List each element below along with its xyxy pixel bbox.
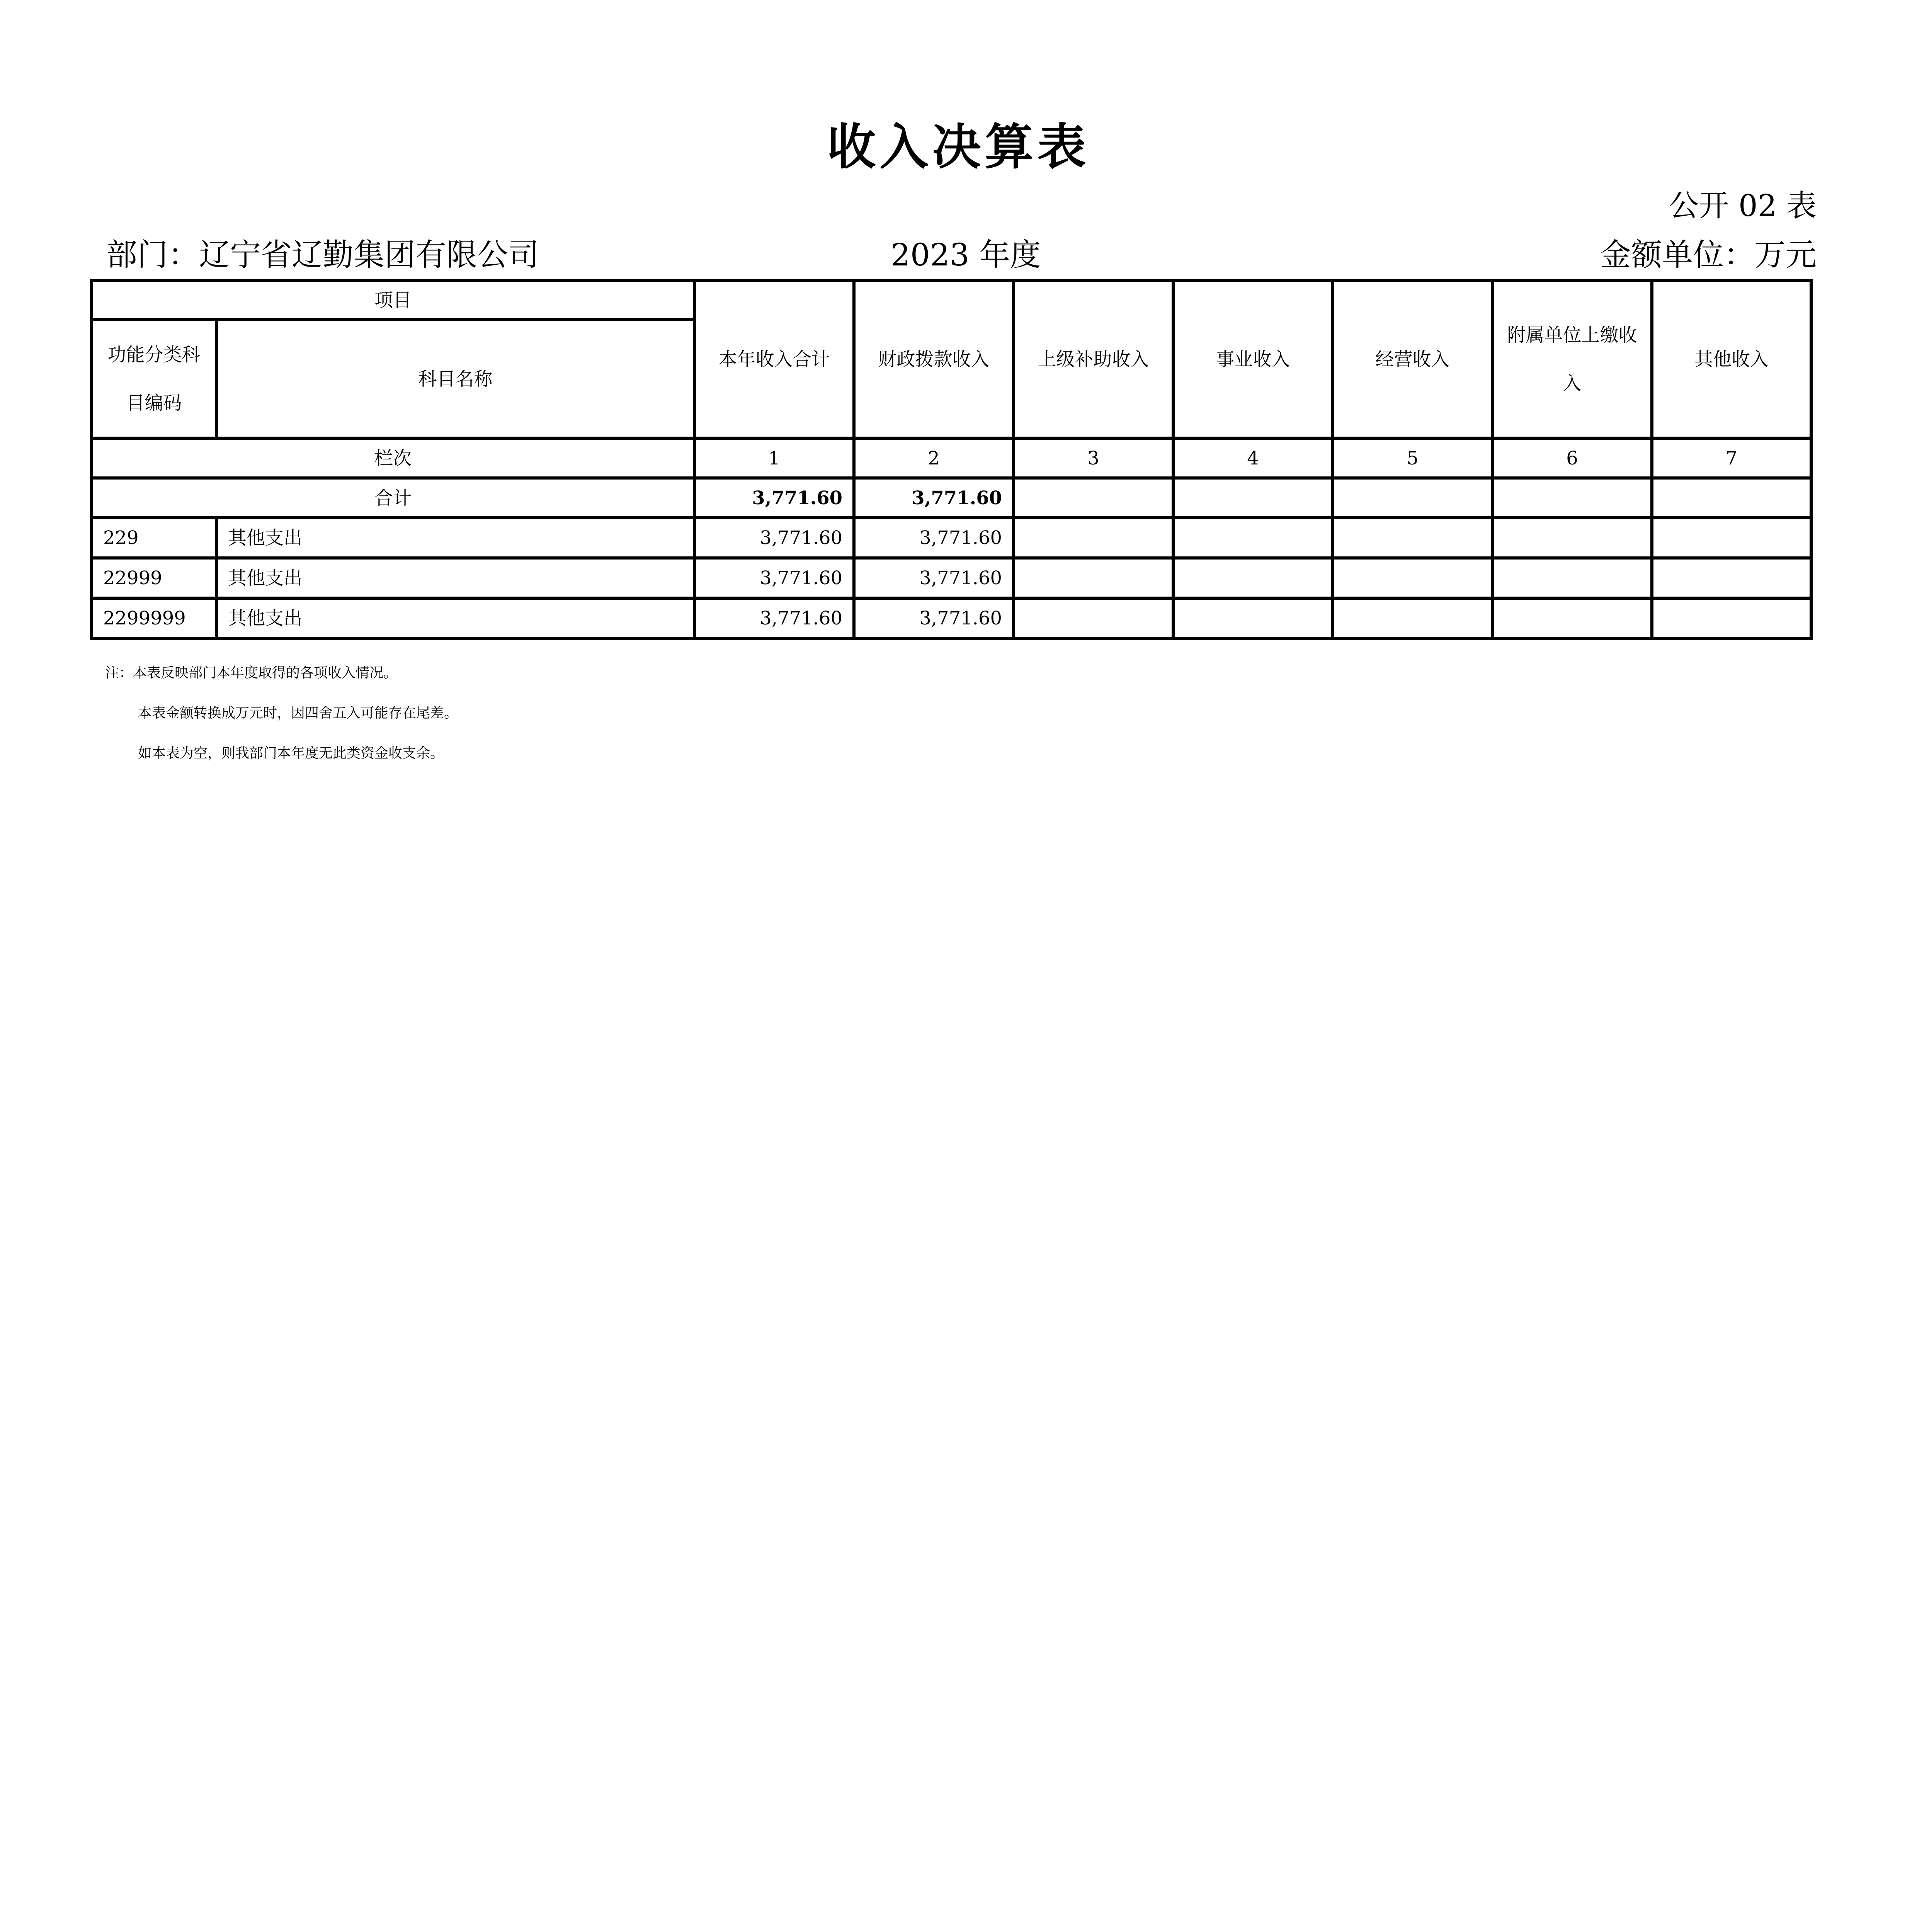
- row-cell: 3,771.60: [854, 558, 1014, 598]
- header-subject-name: 科目名称: [216, 320, 694, 438]
- header-other: 其他收入: [1652, 281, 1811, 438]
- header-func-code: 功能分类科目编码: [92, 320, 216, 438]
- row-cell: [1173, 518, 1333, 558]
- row-cell: [1333, 598, 1492, 638]
- department-label: 部门：辽宁省辽勤集团有限公司: [106, 237, 539, 273]
- row-code: 22999: [92, 558, 216, 598]
- total-cell: [1492, 478, 1652, 518]
- column-index-row: [92, 438, 1811, 478]
- note-line: 注：本表反映部门本年度取得的各项收入情况。: [105, 665, 398, 681]
- header-superior: 上级补助收入: [1014, 281, 1173, 438]
- row-cell: [1014, 598, 1173, 638]
- table-row: [92, 598, 1811, 638]
- year-label: 2023 年度: [891, 237, 1041, 273]
- header-total-income: 本年收入合计: [694, 281, 854, 438]
- header-fiscal: 财政拨款收入: [854, 281, 1014, 438]
- total-cell: [1333, 478, 1492, 518]
- row-cell: [1652, 518, 1811, 558]
- header-affiliated: 附属单位上缴收入: [1492, 281, 1652, 438]
- row-name: 其他支出: [216, 518, 694, 558]
- row-cell: [1333, 518, 1492, 558]
- total-row: [92, 478, 1811, 518]
- row-name: 其他支出: [216, 558, 694, 598]
- page-title: 收入决算表: [827, 119, 1090, 175]
- total-cell: [1652, 478, 1811, 518]
- row-code: 2299999: [92, 598, 216, 638]
- note-line: 如本表为空，则我部门本年度无此类资金收支余。: [138, 745, 444, 761]
- row-cell: 3,771.60: [854, 518, 1014, 558]
- column-index-label: 栏次: [92, 438, 694, 478]
- table-row: [92, 518, 1811, 558]
- row-cell: [1014, 558, 1173, 598]
- table-code: 公开 02 表: [1669, 189, 1817, 223]
- total-cell: 3,771.60: [854, 478, 1014, 518]
- column-index-number: 3: [1014, 438, 1173, 478]
- column-index-number: 7: [1652, 438, 1811, 478]
- row-cell: [1492, 598, 1652, 638]
- row-cell: 3,771.60: [854, 598, 1014, 638]
- row-cell: 3,771.60: [694, 518, 854, 558]
- column-index-number: 2: [854, 438, 1014, 478]
- column-index-number: 4: [1173, 438, 1333, 478]
- column-index-number: 5: [1333, 438, 1492, 478]
- row-cell: 3,771.60: [694, 558, 854, 598]
- row-code: 229: [92, 518, 216, 558]
- row-cell: [1492, 558, 1652, 598]
- row-cell: [1173, 558, 1333, 598]
- income-table: [90, 279, 1813, 640]
- row-cell: [1652, 598, 1811, 638]
- row-cell: [1173, 598, 1333, 638]
- header-operating: 经营收入: [1333, 281, 1492, 438]
- table-row: [92, 558, 1811, 598]
- header-business: 事业收入: [1173, 281, 1333, 438]
- row-cell: [1014, 518, 1173, 558]
- row-cell: [1652, 558, 1811, 598]
- row-cell: [1333, 558, 1492, 598]
- total-cell: [1014, 478, 1173, 518]
- header-project: 项目: [92, 281, 694, 320]
- total-label: 合计: [92, 478, 694, 518]
- row-cell: [1492, 518, 1652, 558]
- row-cell: 3,771.60: [694, 598, 854, 638]
- notes: [105, 653, 458, 774]
- total-cell: 3,771.60: [694, 478, 854, 518]
- column-index-number: 6: [1492, 438, 1652, 478]
- note-line: 本表金额转换成万元时，因四舍五入可能存在尾差。: [138, 705, 458, 721]
- column-index-number: 1: [694, 438, 854, 478]
- unit-label: 金额单位：万元: [1600, 237, 1817, 273]
- total-cell: [1173, 478, 1333, 518]
- row-name: 其他支出: [216, 598, 694, 638]
